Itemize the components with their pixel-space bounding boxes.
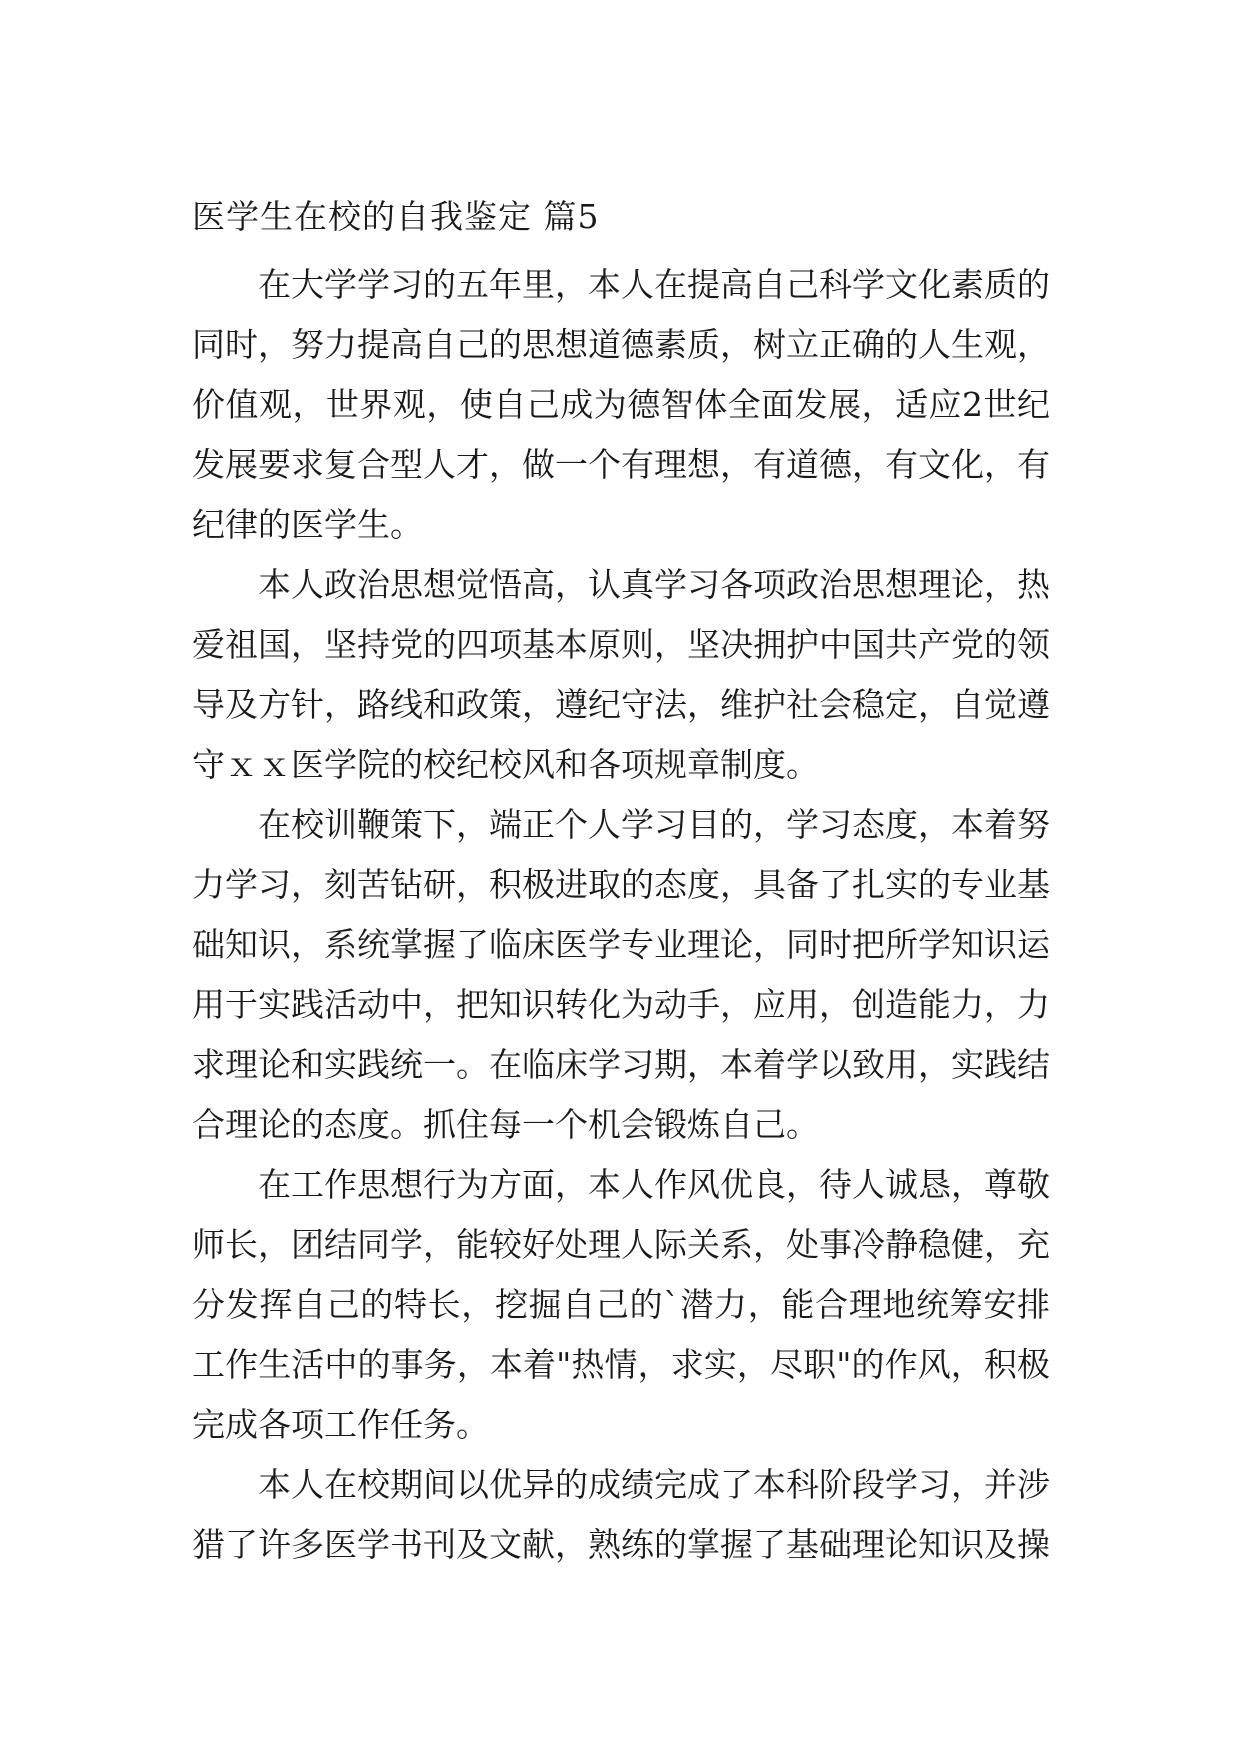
paragraph-2: 本人政治思想觉悟高，认真学习各项政治思想理论，热爱祖国，坚持党的四项基本原则，坚决拥护中国共产党的领导及方针，路线和政策，遵纪守法，维护社会稳定，自觉遵守ｘｘ医学院的校纪校风和各项规章制度。 [192,565,1050,784]
paragraph-5: 本人在校期间以优异的成绩完成了本科阶段学习，并涉猎了许多医学书刊及文献，熟练的掌握了基础理论知识及操 [192,1465,1050,1564]
paragraph-1: 在大学学习的五年里，本人在提高自己科学文化素质的同时，努力提高自己的思想道德素质，树立正确的人生观，价值观，世界观，使自己成为德智体全面发展，适应2世纪发展要求复合型人才，做一个有理想，有道德，有文化，有纪律的医学生。 [192,265,1050,544]
document-title: 医学生在校的自我鉴定 篇5 [192,197,600,236]
document-body [192,255,1050,1575]
paragraph-4: 在工作思想行为方面，本人作风优良，待人诚恳，尊敬师长，团结同学，能较好处理人际关系，处事冷静稳健，充分发挥自己的特长，挖掘自己的`潜力，能合理地统筹安排工作生活中的事务，本着"热情，求实，尽职"的作风，积极完成各项工作任务。 [192,1165,1050,1444]
paragraph-3: 在校训鞭策下，端正个人学习目的，学习态度，本着努力学习，刻苦钻研，积极进取的态度，具备了扎实的专业基础知识，系统掌握了临床医学专业理论，同时把所学知识运用于实践活动中，把知识转化为动手，应用，创造能力，力求理论和实践统一。在临床学习期，本着学以致用，实践结合理论的态度。抓住每一个机会锻炼自己。 [192,805,1050,1144]
